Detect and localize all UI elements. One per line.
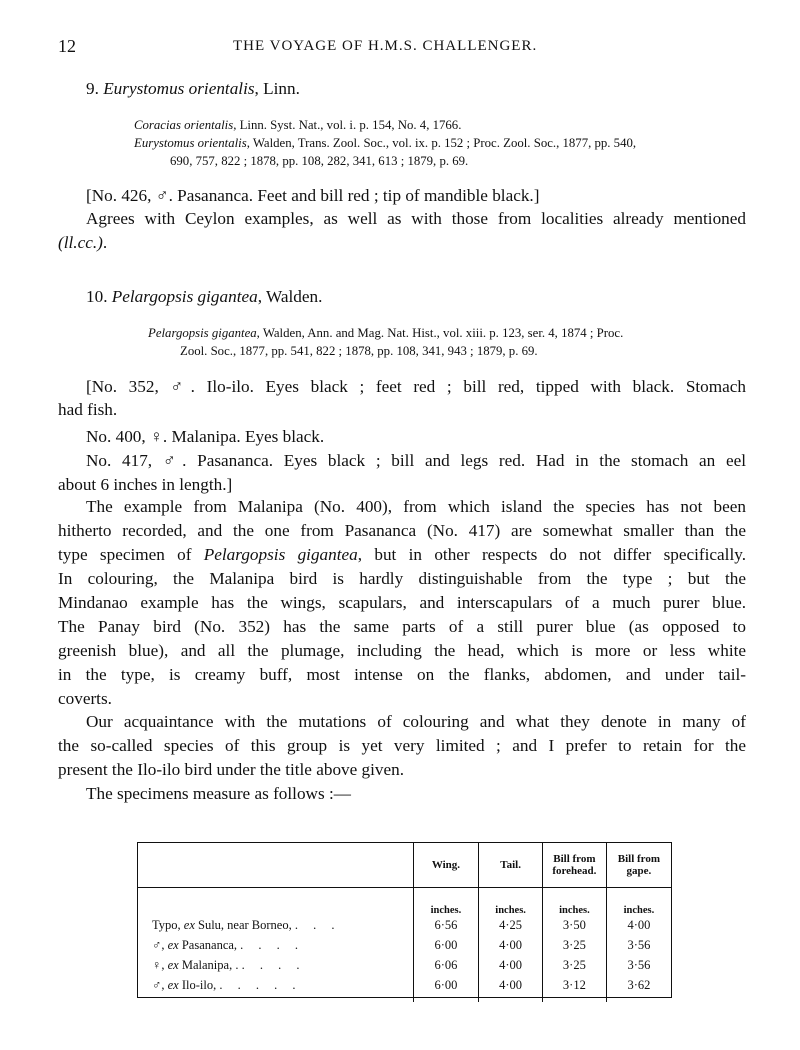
wing-cell: 6·00: [413, 976, 479, 1002]
specimen-note: [No. 352, ♂. Ilo-ilo. Eyes black ; feet red ; bill red, tipped with black. Stomach: [86, 377, 746, 396]
wing-cell: 6·56: [413, 916, 479, 936]
specimen-note: No. 417, ♂. Pasananca. Eyes black ; bill and legs red. Had in the stomach an eel: [86, 451, 746, 470]
species-heading-10: 10. Pelargopsis gigantea, Walden.: [86, 287, 323, 306]
table-units-row: [138, 887, 671, 916]
bill-gape-cell: 3·62: [606, 976, 671, 1002]
page-number: 12: [58, 36, 76, 56]
row-label: ♂, ex Pasananca, . . . .: [152, 938, 305, 952]
body-text: greenish blue), and all the plumage, including the head, which is more or less white: [58, 641, 746, 660]
table-header: Bill from gape.: [606, 843, 671, 887]
citation: Pelargopsis gigantea, Walden, Ann. and Mag. Nat. Hist., vol. xiii. p. 123, ser. 4, 1874 ; Proc.: [148, 326, 624, 340]
row-label: ♀, ex Malanipa, . . . . .: [152, 958, 306, 972]
citation: Eurystomus orientalis, Walden, Trans. Zool. Soc., vol. ix. p. 152 ; Proc. Zool. Soc., 1877, pp. 540,: [134, 136, 637, 150]
body-text: Our acquaintance with the mutations of colouring and what they denote in many of: [86, 712, 746, 731]
unit-cell: inches.: [542, 887, 606, 916]
specimen-note: about 6 inches in length.]: [58, 475, 233, 494]
body-text: Mindanao example has the wings, scapulars, and interscapulars of a much purer blue.: [58, 593, 746, 612]
citation: Coracias orientalis, Linn. Syst. Nat., vol. i. p. 154, No. 4, 1766.: [134, 118, 462, 132]
specimen-note: had fish.: [58, 400, 118, 419]
row-label: ♂, ex Ilo-ilo, . . . . .: [152, 978, 302, 992]
tail-cell: 4·00: [479, 976, 543, 1002]
table-row: [138, 976, 671, 1002]
body-text: The example from Malanipa (No. 400), from which island the species has not been: [86, 497, 746, 516]
bill-gape-cell: 4·00: [606, 916, 671, 936]
species-name: Pelargopsis gigantea: [111, 287, 258, 306]
table-header: Tail.: [479, 843, 543, 887]
body-text: the so-called species of this group is yet very limited ; and I prefer to retain for the: [58, 736, 746, 755]
unit-cell: inches.: [606, 887, 671, 916]
bill-forehead-cell: 3·50: [542, 916, 606, 936]
table-row: [138, 916, 671, 936]
tail-cell: 4·00: [479, 956, 543, 976]
wing-cell: 6·00: [413, 936, 479, 956]
row-label: Typo, ex Sulu, near Borneo, . . .: [152, 918, 341, 932]
tail-cell: 4·00: [479, 936, 543, 956]
bill-forehead-cell: 3·25: [542, 956, 606, 976]
wing-cell: 6·06: [413, 956, 479, 976]
specimen-note: [No. 426, ♂. Pasananca. Feet and bill red ; tip of mandible black.]: [86, 186, 540, 205]
body-text: The specimens measure as follows :—: [86, 784, 351, 803]
body-text: The Panay bird (No. 352) has the same parts of a still purer blue (as opposed to: [58, 617, 746, 636]
specimen-note: No. 400, ♀. Malanipa. Eyes black.: [86, 427, 325, 446]
table-row: [138, 956, 671, 976]
citation-continued: Zool. Soc., 1877, pp. 541, 822 ; 1878, pp. 108, 341, 943 ; 1879, p. 69.: [180, 344, 538, 358]
body-text: In colouring, the Malanipa bird is hardly distinguishable from the type ; but the: [58, 569, 746, 588]
bill-forehead-cell: 3·12: [542, 976, 606, 1002]
body-text: type specimen of Pelargopsis gigantea, but in other respects do not differ specifically.: [58, 545, 746, 564]
table-header-row: [138, 843, 671, 887]
running-title: THE VOYAGE OF H.M.S. CHALLENGER.: [233, 38, 538, 54]
citation-continued: 690, 757, 822 ; 1878, pp. 108, 282, 341, 613 ; 1879, p. 69.: [170, 154, 469, 168]
species-name: Eurystomus orientalis: [103, 79, 255, 98]
bill-gape-cell: 3·56: [606, 956, 671, 976]
running-header: [58, 36, 748, 58]
bill-forehead-cell: 3·25: [542, 936, 606, 956]
body-text: (ll.cc.).: [58, 233, 108, 252]
species-heading-9: 9. Eurystomus orientalis, Linn.: [86, 79, 300, 98]
table-header: Wing.: [413, 843, 479, 887]
body-text: hitherto recorded, and the one from Pasananca (No. 417) are somewhat smaller than the: [58, 521, 746, 540]
body-text: present the Ilo-ilo bird under the title above given.: [58, 760, 405, 779]
unit-cell: inches.: [413, 887, 479, 916]
body-text: in the type, is creamy buff, most intense on the flanks, abdomen, and under tail-: [58, 665, 746, 684]
unit-cell: inches.: [479, 887, 543, 916]
table-header: Bill from forehead.: [542, 843, 606, 887]
measurement-table: [137, 842, 672, 998]
body-text: Agrees with Ceylon examples, as well as with those from localities already mentioned: [86, 209, 746, 228]
tail-cell: 4·25: [479, 916, 543, 936]
body-text: coverts.: [58, 689, 112, 708]
table-header-blank: [138, 843, 413, 887]
table-row: [138, 936, 671, 956]
bill-gape-cell: 3·56: [606, 936, 671, 956]
